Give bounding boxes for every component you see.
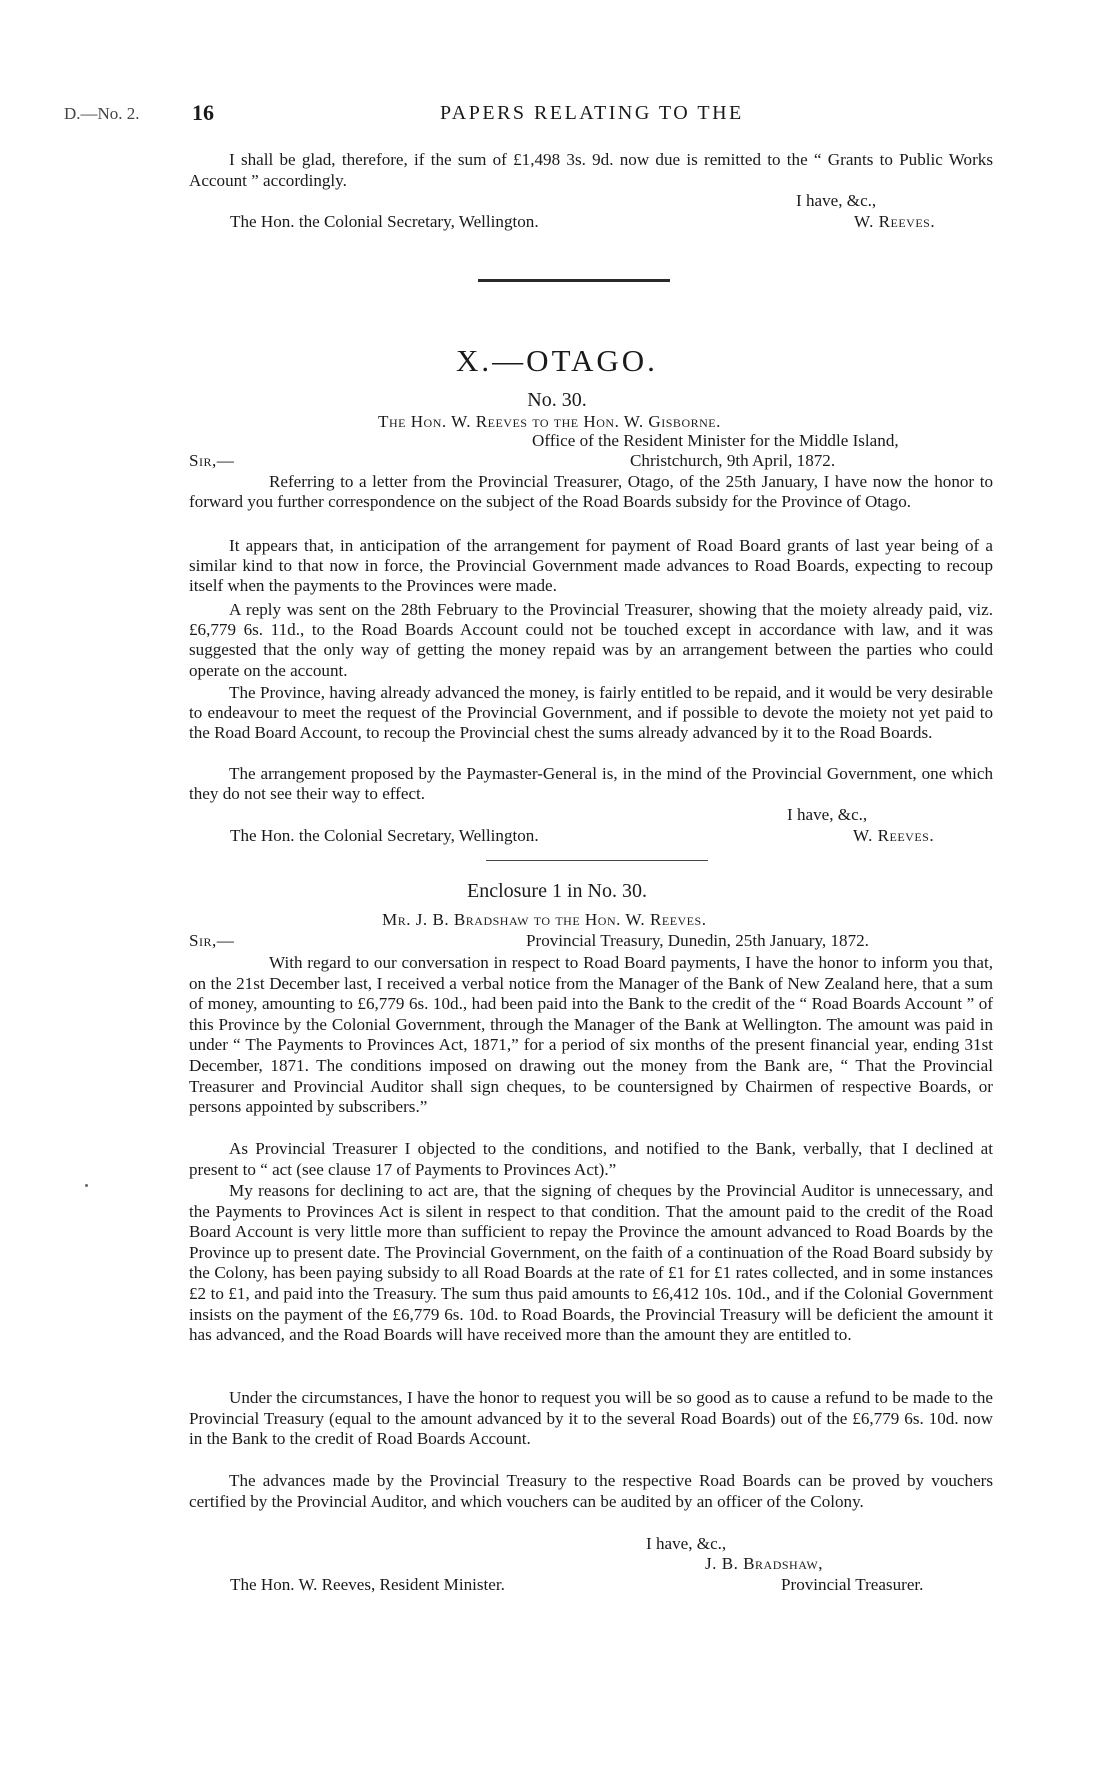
- enclosure-paragraph: The advances made by the Provincial Treasury to the respective Road Boards can be proved by vouchers certified by the Provincial Auditor, and which vouchers can be audited by an officer of the Colony.: [189, 1471, 993, 1511]
- letter-addressee: The Hon. the Colonial Secretary, Wellington.: [230, 826, 539, 845]
- enclosure-from-to: Mr. J. B. Bradshaw to the Hon. W. Reeves.: [382, 910, 707, 929]
- enclosure-salutation: Sir,—: [189, 931, 235, 950]
- letter-signature: W. Reeves.: [853, 826, 935, 845]
- enclosure-signature: J. B. Bradshaw,: [705, 1554, 824, 1573]
- enclosure-closing: I have, &c.,: [646, 1534, 727, 1553]
- page-number: 16: [192, 100, 214, 125]
- letter-paragraph: It appears that, in anticipation of the arrangement for payment of Road Board grants of last year being of a similar kind to that now in force, the Provincial Government made advances to Road Boards, expecting to recoup itself when the payments to the Provinces were made.: [189, 536, 993, 596]
- letter-paragraph: Referring to a letter from the Provincial Treasurer, Otago, of the 25th January, I have now the honor to forward you further correspondence on the subject of the Road Boards subsidy for the Province of Otago.: [189, 472, 993, 512]
- letter-number: No. 30.: [527, 389, 587, 411]
- section-title: X.—OTAGO.: [456, 343, 658, 378]
- letter-salutation: Sir,—: [189, 451, 235, 470]
- top-letter-body: I shall be glad, therefore, if the sum of £1,498 3s. 9d. now due is remitted to the “ Grants to Public Works Account ” accordingly.: [189, 150, 993, 190]
- enclosure-addressee: The Hon. W. Reeves, Resident Minister.: [230, 1575, 505, 1594]
- letter-paragraph: A reply was sent on the 28th February to the Provincial Treasurer, showing that the moiety already paid, viz. £6,779 6s. 11d., to the Road Boards Account could not be touched except in accordance with law, and it was suggested that the only way of getting the money repaid was by an arrangement between the parties who could operate on the account.: [189, 600, 993, 680]
- enclosure-title: Enclosure 1 in No. 30.: [467, 880, 647, 902]
- scan-speck: [85, 1184, 88, 1187]
- enclosure-place-date: Provincial Treasury, Dunedin, 25th January, 1872.: [526, 931, 869, 950]
- enclosure-paragraph: Under the circumstances, I have the honor to request you will be so good as to cause a refund to be made to the Provincial Treasury (equal to the amount advanced by it to the several Road Boards) out of the £6,779 6s. 10d. now in the Bank to the credit of Road Boards Account.: [189, 1388, 993, 1449]
- enclosure-paragraph: My reasons for declining to act are, that the signing of cheques by the Provincial Auditor is unnecessary, and the Payments to Provinces Act is silent in respect to that condition. That the amount paid to the credit of the Road Board Account is very little more than sufficient to repay the Province the amount advanced to Road Boards by the Province up to present date. The Provincial Government, on the faith of a continuation of the Road Board subsidy by the Colony, has been paying subsidy to all Road Boards at the rate of £1 for £1 rates collected, and in some instances £2 to £1, and paid into the Treasury. The sum thus paid amounts to £6,412 10s. 10d., and if the Colonial Government insists on the payment of the £6,779 6s. 10d. to Road Boards, the Provincial Treasury will be deficient the amount it has advanced, and the Road Boards will have received more than the amount they are entitled to.: [189, 1181, 993, 1345]
- enclosure-paragraph: With regard to our conversation in respect to Road Board payments, I have the honor to inform you that, on the 21st December last, I received a verbal notice from the Manager of the Bank of New Zealand here, that a sum of money, amounting to £6,779 6s. 10d., had been paid into the Bank to the credit of the “ Road Boards Account ” of this Province by the Colonial Government, through the Manager of the Bank at Wellington. The amount was paid in under “ The Payments to Provinces Act, 1871,” for a period of six months of the present financial year, ending 31st December, 1871. The conditions imposed on drawing out the money from the Bank are, “ That the Provincial Treasurer and Provincial Auditor shall sign cheques, to be countersigned by Chairmen of respective Boards, or persons appointed by subscribers.”: [189, 953, 993, 1117]
- letter-place-date: Christchurch, 9th April, 1872.: [630, 451, 836, 470]
- document-reference: D.—No. 2.: [64, 104, 140, 123]
- running-title: PAPERS RELATING TO THE: [440, 102, 744, 124]
- top-letter-addressee: The Hon. the Colonial Secretary, Wellington.: [230, 212, 539, 231]
- enclosure-signature-title: Provincial Treasurer.: [781, 1575, 924, 1594]
- letter-paragraph: The Province, having already advanced the money, is fairly entitled to be repaid, and it would be very desirable to endeavour to meet the request of the Provincial Government, and if possible to devote the moiety not yet paid to the Road Board Account, to recoup the Provincial chest the sums already advanced by it to the Road Boards.: [189, 683, 993, 743]
- running-header: [0, 100, 1114, 128]
- section-divider: [478, 279, 670, 282]
- letter-paragraph: The arrangement proposed by the Paymaster-General is, in the mind of the Provincial Government, one which they do not see their way to effect.: [189, 764, 993, 804]
- top-letter-signature: W. Reeves.: [854, 212, 936, 231]
- enclosure-divider: [486, 860, 708, 861]
- letter-office: Office of the Resident Minister for the Middle Island,: [532, 431, 899, 450]
- enclosure-paragraph: As Provincial Treasurer I objected to the conditions, and notified to the Bank, verbally, that I declined at present to “ act (see clause 17 of Payments to Provinces Act).”: [189, 1139, 993, 1179]
- top-letter-closing: I have, &c.,: [796, 191, 877, 210]
- letter-closing: I have, &c.,: [787, 805, 868, 824]
- letter-from-to: The Hon. W. Reeves to the Hon. W. Gisborne.: [378, 412, 721, 431]
